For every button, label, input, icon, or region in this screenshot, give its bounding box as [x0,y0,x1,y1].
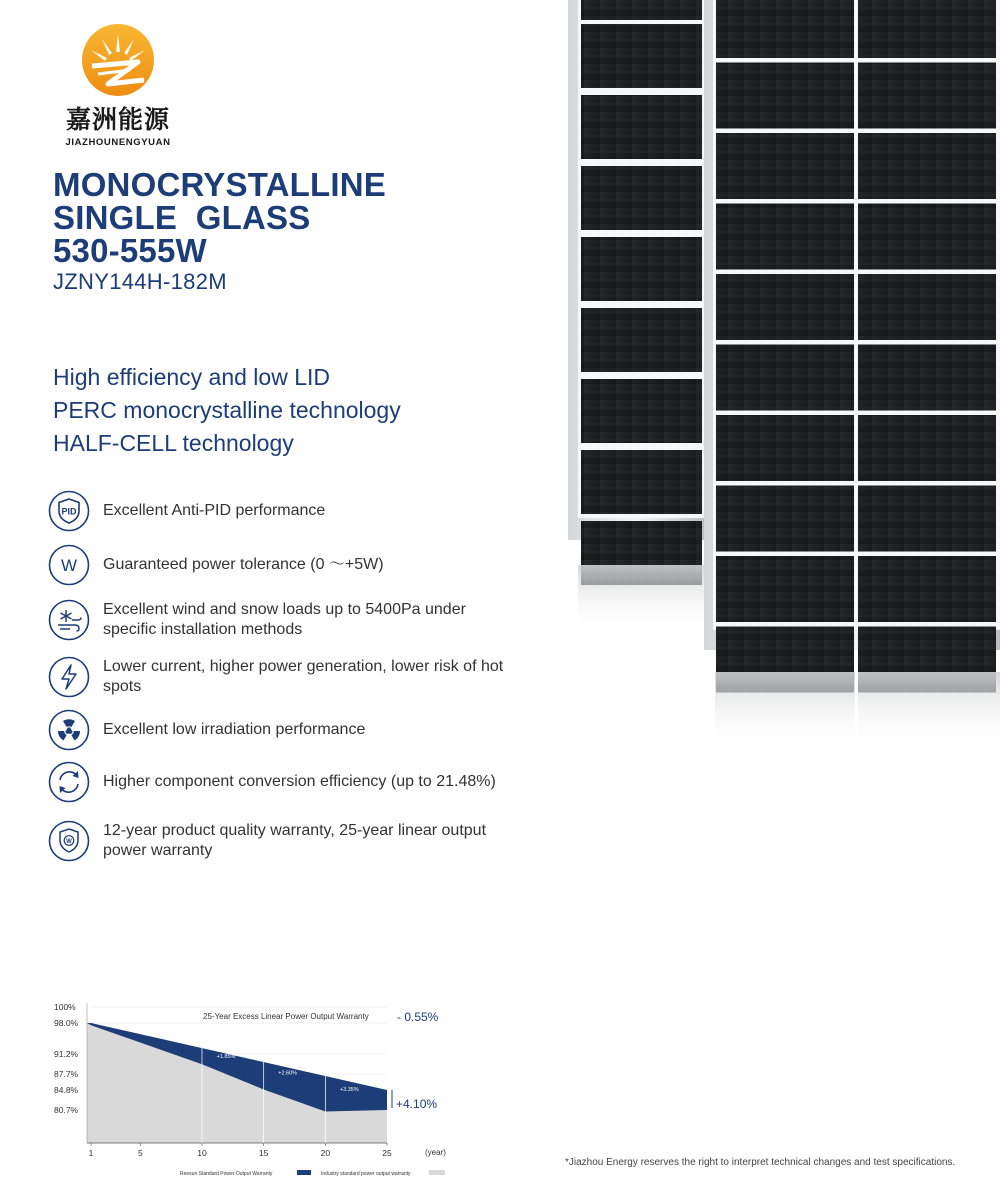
x-tick-label: 10 [197,1148,207,1158]
highlight-list [53,361,401,460]
feature-item [48,599,518,641]
y-tick-label: 100% [54,1002,76,1012]
brand-name-en: JIAZHOUNENGYUAN [65,137,171,148]
x-tick-label: 5 [137,1148,143,1158]
solar-cell [716,345,854,411]
solar-panel-back [568,0,708,635]
solar-cell [858,415,996,481]
chart-title: 25-Year Excess Linear Power Output Warranty [203,1012,369,1021]
svg-text:W: W [60,556,78,575]
y-tick-label: 80.7% [54,1105,79,1115]
brand-logo [48,22,188,148]
feature-item [48,490,518,532]
solar-cell [716,63,854,129]
solar-cell [858,0,996,58]
warranty-chart [40,995,460,1185]
feature-text: Excellent low irradiation performance [103,721,366,738]
y-tick-label: 84.8% [54,1085,79,1095]
x-tick-label: 15 [258,1148,269,1158]
solar-cell [581,95,702,159]
x-axis-label: (year) [425,1148,446,1157]
solar-cell [581,24,702,88]
product-title-block [53,168,386,295]
solar-cell [716,0,854,58]
chart-annotation: +2.60% [278,1070,298,1077]
legend-swatch-industry [429,1170,445,1175]
y-tick-label: 87.7% [54,1069,79,1079]
feature-item [48,761,518,803]
solar-cell [581,308,702,372]
product-model: JZNY144H-182M [53,269,227,294]
sun-logo-icon [78,22,158,98]
solar-cell [716,204,854,270]
y-tick-label: 98.0% [54,1018,79,1028]
feature-text: Excellent Anti-PID performance [103,502,326,519]
solar-cell [581,166,702,230]
feature-item [48,656,518,698]
feature-item [48,709,518,751]
solar-cell [858,274,996,340]
solar-cell [716,486,854,552]
solar-cell [716,133,854,199]
conversion-cycle-icon [48,761,90,803]
snow-wind-icon [48,599,90,641]
pid-shield-icon [48,490,90,532]
solar-cell [858,204,996,270]
irradiation-icon [48,709,90,751]
feature-text: Lower current, higher power generation, lower risk of hot spots [103,658,504,695]
x-tick-label: 1 [88,1148,94,1158]
x-tick-label: 20 [320,1148,331,1158]
feature-text: Excellent wind and snow loads up to 5400Pa under specific installation methods [103,601,466,638]
highlight-item: PERC monocrystalline technology [53,397,401,423]
solar-panel-front [704,0,1000,752]
degradation-label: - 0.55% [397,1010,439,1024]
highlight-item: HALF-CELL technology [53,430,294,456]
solar-cell [581,379,702,443]
y-tick-label: 91.2% [54,1049,79,1059]
legend-swatch-reesun [297,1170,311,1175]
solar-cell [716,556,854,622]
product-title-line-3: 530-555W [53,232,207,269]
feature-item [48,544,518,586]
chart-annotation: +1.85% [216,1054,236,1060]
solar-cell [858,556,996,622]
x-tick-label: 25 [382,1148,392,1158]
solar-cell [858,63,996,129]
solar-cell [581,450,702,514]
solar-cell [581,0,702,20]
feature-text: Guaranteed power tolerance (0 ～+5W) [103,556,384,573]
feature-text: 12-year product quality warranty, 25-year linear output power warranty [103,822,487,859]
product-title-line-1: MONOCRYSTALLINE [53,166,386,203]
solar-cell [858,345,996,411]
legend-label-reesun: Reesun Standard Power Output Warranty [180,1171,273,1177]
gain-label: +4.10% [396,1097,438,1111]
w-power-icon [48,544,90,586]
highlight-item: High efficiency and low LID [53,364,330,390]
solar-cell [716,274,854,340]
svg-text:W: W [66,839,72,845]
lightning-icon [48,656,90,698]
solar-cell [858,133,996,199]
feature-text: Higher component conversion efficiency (up to 21.48%) [103,773,496,790]
brand-name-cn: 嘉洲能源 [65,105,170,134]
footnote: *Jiazhou Energy reserves the right to interpret technical changes and test specifications. [565,1157,956,1168]
svg-text:PID: PID [61,506,77,517]
feature-item [48,820,518,862]
solar-panel-illustration [520,0,1000,880]
product-title-line-2: SINGLE GLASS [53,199,311,236]
warranty-shield-icon [48,820,90,862]
solar-cell [716,415,854,481]
legend-label-industry: Industry standard power output warranty [321,1171,411,1177]
chart-annotation: +3.35% [339,1087,359,1093]
solar-cell [858,486,996,552]
solar-cell [581,237,702,301]
